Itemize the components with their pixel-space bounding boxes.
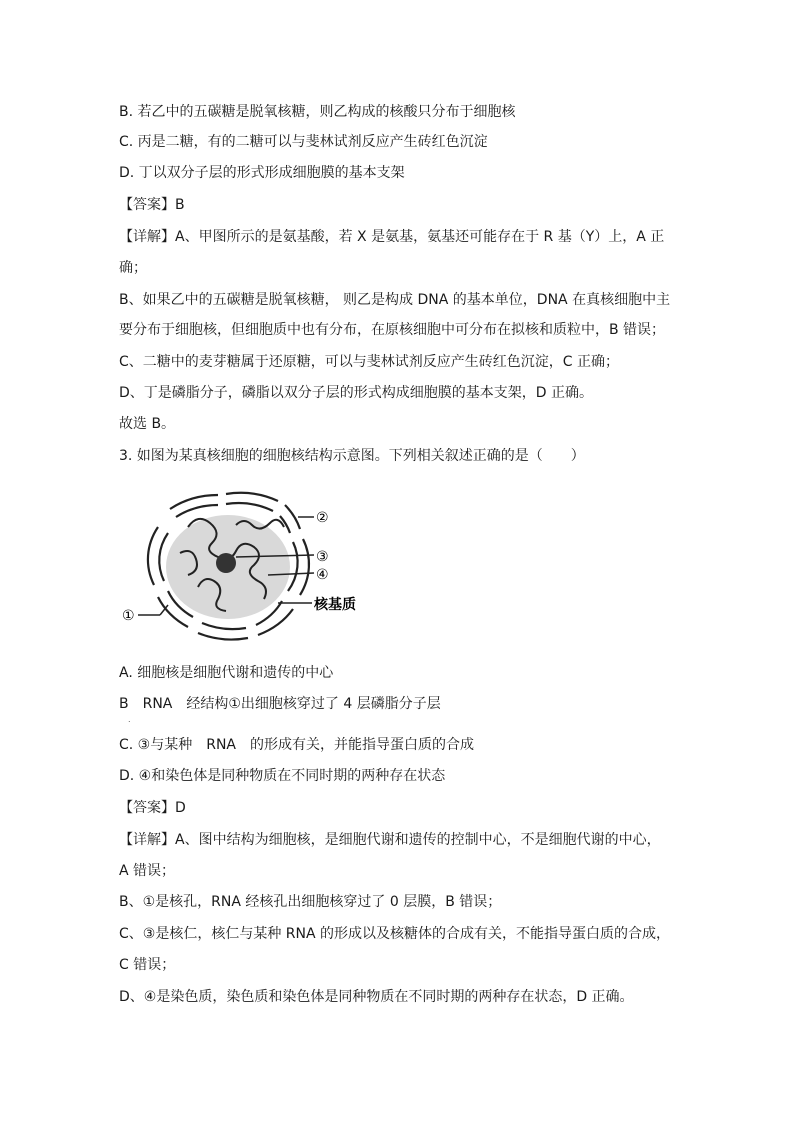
- explanation2-b: B、①是核孔，RNA 经核孔出细胞核穿过了 0 层膜，B 错误；: [119, 894, 502, 910]
- explanation2-c: C、③是核仁，核仁与某种 RNA 的形成以及核糖体的合成有关，不能指导蛋白质的合成，: [119, 926, 671, 942]
- line-option-c: C. 丙是二糖，有的二糖可以与斐林试剂反应产生砖红色沉淀: [119, 134, 488, 150]
- explanation2-c-cont: C 错误；: [119, 957, 176, 973]
- explanation-a: 【详解】A、甲图所示的是氨基酸，若 X 是氨基，氨基还可能存在于 R 基（Y）上，A 正: [119, 229, 665, 245]
- line-option-d: D. 丁以双分子层的形式形成细胞膜的基本支架: [119, 165, 405, 181]
- label-3: ③: [316, 549, 329, 565]
- explanation-b: B、如果乙中的五碳糖是脱氧核糖， 则乙是构成 DNA 的基本单位，DNA 在真核细胞中主: [119, 292, 671, 308]
- nucleus-diagram: [118, 487, 378, 647]
- explanation2-a-cont: A 错误；: [119, 863, 176, 879]
- explanation-b-cont: 要分布于细胞核，但细胞质中也有分布，在原核细胞中可分布在拟核和质粒中，B 错误；: [119, 322, 666, 338]
- conclusion: 故选 B。: [119, 416, 176, 432]
- question-3: 3. 如图为某真核细胞的细胞核结构示意图。下列相关叙述正确的是（ ）: [119, 448, 585, 464]
- label-1: ①: [122, 608, 135, 624]
- explanation2-d: D、④是染色质，染色质和染色体是同种物质在不同时期的两种存在状态，D 正确。: [119, 989, 634, 1005]
- answer-label: 【答案】B: [119, 197, 185, 213]
- option-d: D. ④和染色体是同种物质在不同时期的两种存在状态: [119, 768, 446, 784]
- explanation2-a: 【详解】A、图中结构为细胞核，是细胞代谢和遗传的控制中心，不是细胞代谢的中心，: [119, 832, 661, 848]
- explanation-c: C、二糖中的麦芽糖属于还原糖，可以与斐林试剂反应产生砖红色沉淀，C 正确；: [119, 354, 619, 370]
- nucleolus: [216, 553, 236, 573]
- label-2: ②: [316, 510, 329, 526]
- label-4: ④: [316, 567, 329, 583]
- explanation-d: D、丁是磷脂分子，磷脂以双分子层的形式构成细胞膜的基本支架，D 正确。: [119, 385, 594, 401]
- stray-dot: .: [128, 715, 131, 724]
- explanation-a-cont: 确；: [119, 260, 147, 276]
- line-option-b: B. 若乙中的五碳糖是脱氧核糖，则乙构成的核酸只分布于细胞核: [119, 104, 516, 120]
- option-a: A. 细胞核是细胞代谢和遗传的中心: [119, 665, 334, 681]
- option-b: B RNA 经结构①出细胞核穿过了 4 层磷脂分子层: [119, 696, 441, 712]
- answer-label-2: 【答案】D: [119, 800, 186, 816]
- option-c: C. ③与某种 RNA 的形成有关，并能指导蛋白质的合成: [119, 737, 475, 753]
- label-nuclear-matrix: 核基质: [314, 597, 356, 613]
